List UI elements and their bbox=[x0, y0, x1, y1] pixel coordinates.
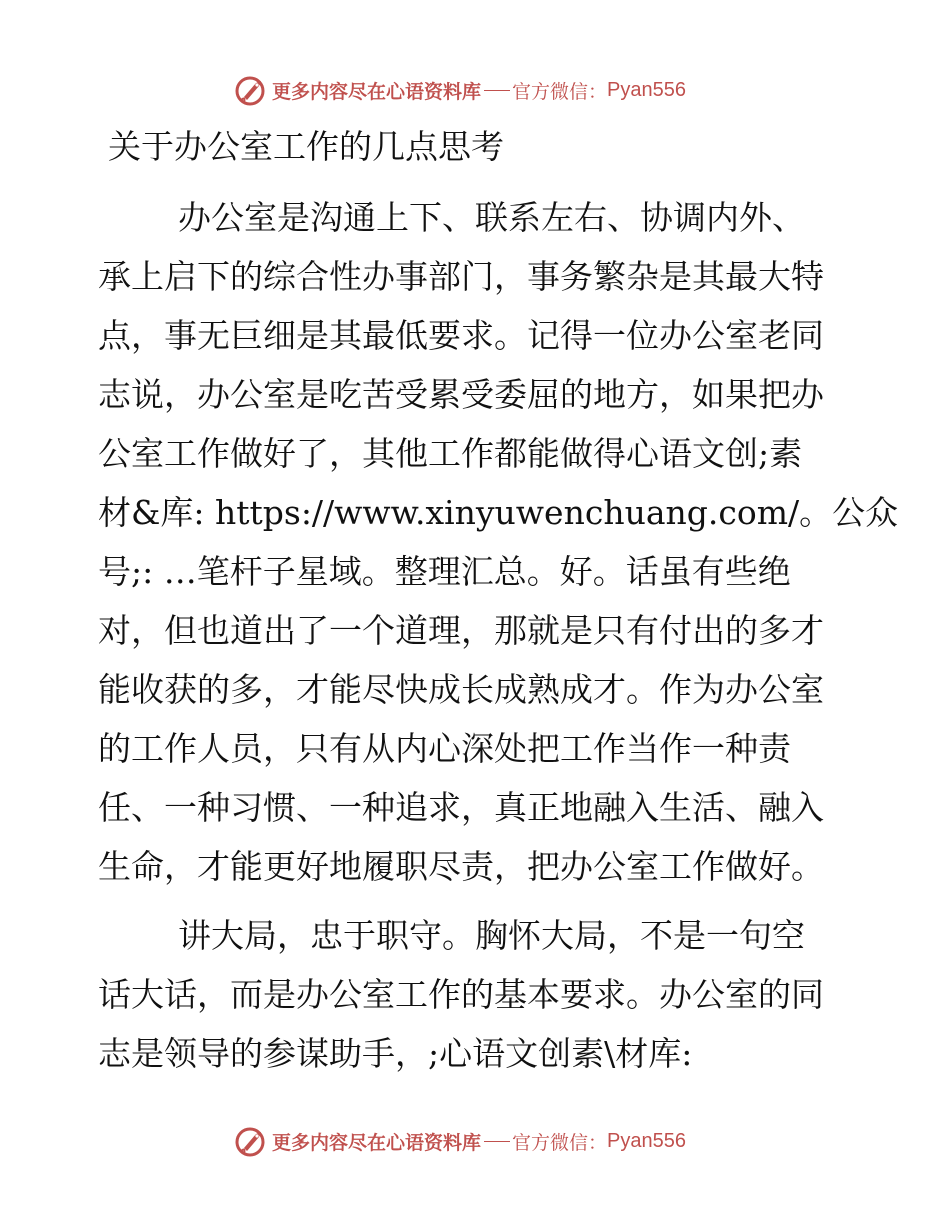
header-wechat-id: Pyan556 bbox=[607, 78, 686, 101]
paragraph-line: 承上启下的综合性办事部门，事务繁杂是其最大特 bbox=[98, 257, 824, 296]
paragraph-line: 能收获的多，才能尽快成长成熟成才。作为办公室 bbox=[98, 670, 824, 709]
paragraph-line: 志说，办公室是吃苦受累受委屈的地方，如果把办 bbox=[98, 375, 824, 414]
paragraph-line: 任、一种习惯、一种追求，真正地融入生活、融入 bbox=[98, 788, 824, 827]
paragraph-line: 生命，才能更好地履职尽责，把办公室工作做好。 bbox=[98, 847, 824, 886]
paragraph-line: 材&库: https://www.xinyuwenchuang.com/。公众 bbox=[98, 493, 899, 532]
paragraph-1 bbox=[98, 188, 899, 896]
paragraph-line: 话大话，而是办公室工作的基本要求。办公室的同 bbox=[98, 975, 824, 1014]
paragraph-line: 公室工作做好了，其他工作都能做得心语文创;素 bbox=[98, 434, 803, 473]
paragraph-line: 号;: …笔杆子星域。整理汇总。好。话虽有些绝 bbox=[98, 552, 791, 591]
header-banner bbox=[234, 72, 734, 108]
document-title: 关于办公室工作的几点思考 bbox=[108, 127, 504, 166]
header-banner-text: 更多内容尽在心语资料库 bbox=[272, 80, 482, 103]
pen-nib-logo-icon bbox=[234, 1124, 268, 1158]
pen-nib-logo-icon bbox=[234, 73, 268, 107]
paragraph-2 bbox=[98, 906, 858, 1083]
header-banner-dash bbox=[484, 90, 510, 91]
paragraph-line: 的工作人员，只有从内心深处把工作当作一种责 bbox=[98, 729, 791, 768]
footer-wechat-id: Pyan556 bbox=[607, 1129, 686, 1152]
paragraph-line: 志是领导的参谋助手，;心语文创素\材库: bbox=[98, 1034, 693, 1073]
paragraph-line: 对，但也道出了一个道理，那就是只有付出的多才 bbox=[98, 611, 824, 650]
paragraph-line: 办公室是沟通上下、联系左右、协调内外、 bbox=[178, 198, 805, 237]
footer-official-label: 官方微信： bbox=[512, 1131, 608, 1154]
paragraph-line: 点，事无巨细是其最低要求。记得一位办公室老同 bbox=[98, 316, 824, 355]
paragraph-line: 讲大局，忠于职守。胸怀大局，不是一句空 bbox=[178, 916, 805, 955]
header-official-label: 官方微信： bbox=[512, 80, 608, 103]
footer-banner-dash bbox=[484, 1141, 510, 1142]
footer-banner-text: 更多内容尽在心语资料库 bbox=[272, 1131, 482, 1154]
footer-banner bbox=[234, 1123, 734, 1159]
